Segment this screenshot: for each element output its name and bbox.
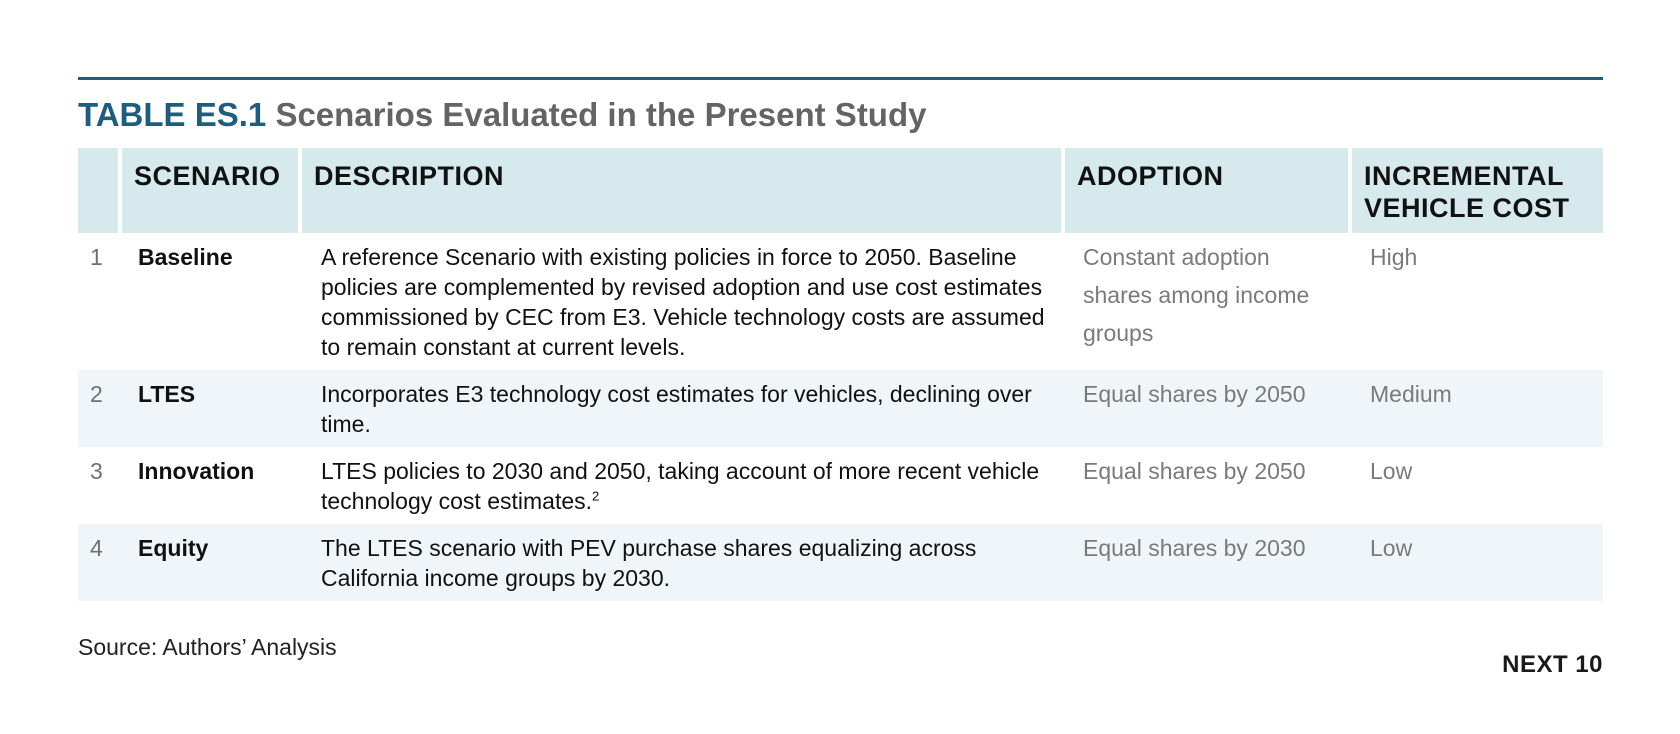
header-incremental-vehicle-cost: INCREMENTAL VEHICLE COST xyxy=(1350,148,1603,233)
scenario-description xyxy=(300,447,1063,524)
header-adoption: ADOPTION xyxy=(1063,148,1350,233)
adoption-value: Equal shares by 2030 xyxy=(1063,524,1350,601)
adoption-value: Equal shares by 2050 xyxy=(1063,370,1350,447)
header-description: DESCRIPTION xyxy=(300,148,1063,233)
scenario-description xyxy=(300,524,1063,601)
cost-value: Low xyxy=(1350,524,1603,601)
header-scenario: SCENARIO xyxy=(120,148,300,233)
top-rule xyxy=(78,77,1603,80)
row-number: 2 xyxy=(78,370,120,447)
cost-value: Medium xyxy=(1350,370,1603,447)
description-text: Incorporates E3 technology cost estimates for vehicles, declining over time. xyxy=(321,381,1032,437)
description-text: A reference Scenario with existing policies in force to 2050. Baseline policies are complemented by revised adoption and use cost estimates commissioned by CEC from E3. Vehicle technology costs are assumed to remain constant at current levels. xyxy=(321,244,1045,360)
scenarios-table xyxy=(78,148,1603,601)
table-row xyxy=(78,370,1603,447)
scenario-description xyxy=(300,370,1063,447)
header-row xyxy=(78,148,1603,233)
header-number xyxy=(78,148,120,233)
table-row xyxy=(78,447,1603,524)
adoption-value: Constant adoption shares among income groups xyxy=(1083,244,1310,346)
row-number: 1 xyxy=(90,244,103,270)
description-text: The LTES scenario with PEV purchase shares equalizing across California income groups by 2030. xyxy=(321,535,977,591)
row-number: 3 xyxy=(90,458,103,484)
scenario-name: Baseline xyxy=(138,244,233,270)
adoption-value: Equal shares by 2050 xyxy=(1083,458,1306,484)
cost-value: Low xyxy=(1370,458,1413,484)
table-row xyxy=(78,524,1603,601)
publisher-footer: NEXT 10 xyxy=(1502,651,1603,678)
scenario-name: LTES xyxy=(120,370,300,447)
table-title xyxy=(78,96,926,134)
cost-value: High xyxy=(1370,244,1418,270)
scenario-description xyxy=(300,233,1063,370)
table-label: TABLE ES.1 xyxy=(78,96,267,133)
description-text: LTES policies to 2030 and 2050, taking account of more recent vehicle technology cost estimates. xyxy=(321,458,1040,514)
row-number: 4 xyxy=(78,524,120,601)
table-row xyxy=(78,233,1603,370)
source-note: Source: Authors’ Analysis xyxy=(78,634,337,660)
table-title-text: Scenarios Evaluated in the Present Study xyxy=(275,96,927,133)
scenario-name: Innovation xyxy=(138,458,255,484)
scenario-name: Equity xyxy=(120,524,300,601)
footnote-marker: 2 xyxy=(592,488,600,504)
